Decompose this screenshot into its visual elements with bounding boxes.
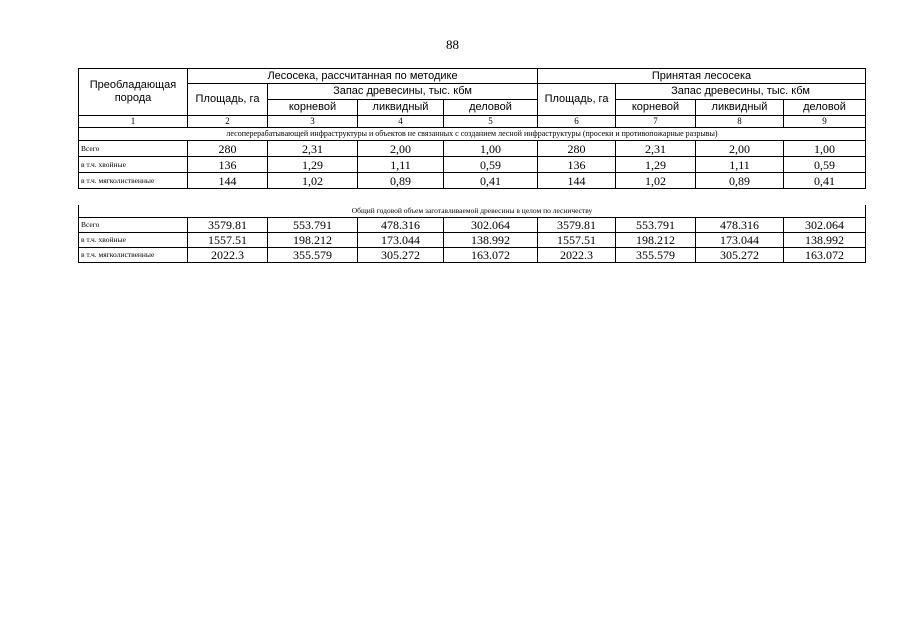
- cell-value: 1,00: [444, 141, 538, 157]
- cell-value: 1557.51: [188, 233, 268, 248]
- cell-value: 478.316: [696, 218, 784, 233]
- cell-value: 3579.81: [188, 218, 268, 233]
- table-row: [79, 233, 866, 248]
- cell-value: 1,02: [616, 173, 696, 189]
- header-root-accepted: корневой: [616, 100, 696, 116]
- page-number: 88: [446, 37, 459, 52]
- table-row: [79, 141, 866, 157]
- cell-value: 355.579: [268, 248, 358, 263]
- cell-value: 0,41: [784, 173, 866, 189]
- row-label: Всего: [79, 218, 188, 233]
- cell-value: 0,59: [784, 157, 866, 173]
- column-number: 5: [444, 116, 538, 128]
- cell-value: 0,59: [444, 157, 538, 173]
- header-species: Преобладающая порода: [79, 69, 188, 116]
- cell-value: 163.072: [444, 248, 538, 263]
- column-number: 7: [616, 116, 696, 128]
- column-number: 9: [784, 116, 866, 128]
- cell-value: 0,41: [444, 173, 538, 189]
- summary-title: Общий годовой объем заготавливаемой древесины в целом по лесничеству: [79, 205, 866, 218]
- cell-value: 0,89: [358, 173, 444, 189]
- header-group-method: Лесосека, рассчитанная по методике: [188, 69, 538, 84]
- cell-value: 1,29: [616, 157, 696, 173]
- harvest-table: [78, 68, 866, 189]
- cell-value: 2,00: [358, 141, 444, 157]
- column-number-row: [79, 116, 866, 128]
- header-liquid-accepted: ликвидный: [696, 100, 784, 116]
- row-label: в т.ч. хвойные: [79, 157, 188, 173]
- summary-table: [78, 205, 866, 263]
- row-label: в т.ч. мягколиственные: [79, 173, 188, 189]
- cell-value: 305.272: [358, 248, 444, 263]
- table-row: [79, 157, 866, 173]
- cell-value: 3579.81: [538, 218, 616, 233]
- cell-value: 144: [538, 173, 616, 189]
- row-label: в т.ч. хвойные: [79, 233, 188, 248]
- cell-value: 2022.3: [188, 248, 268, 263]
- cell-value: 173.044: [696, 233, 784, 248]
- table-row: [79, 218, 866, 233]
- cell-value: 305.272: [696, 248, 784, 263]
- cell-value: 173.044: [358, 233, 444, 248]
- cell-value: 1,00: [784, 141, 866, 157]
- cell-value: 1,11: [358, 157, 444, 173]
- cell-value: 302.064: [444, 218, 538, 233]
- row-label: Всего: [79, 141, 188, 157]
- cell-value: 553.791: [268, 218, 358, 233]
- column-number: 8: [696, 116, 784, 128]
- cell-value: 136: [538, 157, 616, 173]
- table-row: [79, 173, 866, 189]
- cell-value: 1,02: [268, 173, 358, 189]
- cell-value: 553.791: [616, 218, 696, 233]
- header-business-method: деловой: [444, 100, 538, 116]
- header-group-accepted: Принятая лесосека: [538, 69, 866, 84]
- column-number: 4: [358, 116, 444, 128]
- cell-value: 138.992: [784, 233, 866, 248]
- cell-value: 1,11: [696, 157, 784, 173]
- header-stock-method: Запас древесины, тыс. кбм: [268, 84, 538, 100]
- column-number: 3: [268, 116, 358, 128]
- cell-value: 198.212: [268, 233, 358, 248]
- cell-value: 355.579: [616, 248, 696, 263]
- table-row: [79, 248, 866, 263]
- header-area-accepted: Площадь, га: [538, 84, 616, 116]
- cell-value: 198.212: [616, 233, 696, 248]
- column-number: 2: [188, 116, 268, 128]
- header-liquid-method: ликвидный: [358, 100, 444, 116]
- header-area-method: Площадь, га: [188, 84, 268, 116]
- cell-value: 302.064: [784, 218, 866, 233]
- header-business-accepted: деловой: [784, 100, 866, 116]
- cell-value: 2022.3: [538, 248, 616, 263]
- section-title: лесоперерабатывающей инфраструктуры и объектов не связанных с созданием лесной инфраструктуры (просеки и противопожарные разрывы): [79, 128, 866, 141]
- cell-value: 1557.51: [538, 233, 616, 248]
- cell-value: 280: [538, 141, 616, 157]
- cell-value: 2,00: [696, 141, 784, 157]
- cell-value: 138.992: [444, 233, 538, 248]
- header-root-method: корневой: [268, 100, 358, 116]
- cell-value: 163.072: [784, 248, 866, 263]
- column-number: 1: [79, 116, 188, 128]
- header-stock-accepted: Запас древесины, тыс. кбм: [616, 84, 866, 100]
- cell-value: 2,31: [268, 141, 358, 157]
- column-number: 6: [538, 116, 616, 128]
- cell-value: 0,89: [696, 173, 784, 189]
- cell-value: 144: [188, 173, 268, 189]
- row-label: в т.ч. мягколиственные: [79, 248, 188, 263]
- cell-value: 136: [188, 157, 268, 173]
- cell-value: 280: [188, 141, 268, 157]
- cell-value: 1,29: [268, 157, 358, 173]
- cell-value: 2,31: [616, 141, 696, 157]
- cell-value: 478.316: [358, 218, 444, 233]
